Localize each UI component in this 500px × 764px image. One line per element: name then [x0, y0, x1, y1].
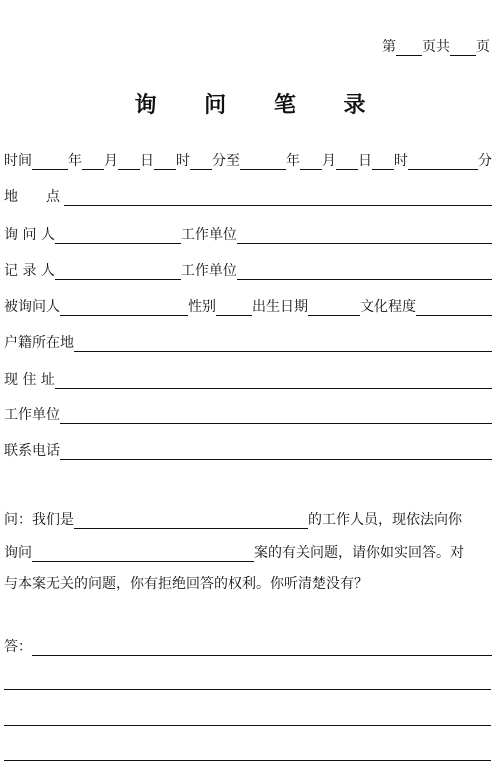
minute-field[interactable]: [190, 154, 212, 170]
work-unit-row: [4, 406, 492, 424]
question-prefix: 问：我们是: [4, 512, 74, 528]
page-mid: 页共: [422, 39, 450, 55]
month-field[interactable]: [82, 154, 104, 170]
minute2-field[interactable]: [408, 154, 478, 170]
address-field[interactable]: [55, 373, 492, 389]
answer-line-1[interactable]: [32, 640, 492, 656]
page-number: [382, 36, 490, 56]
hour2-field[interactable]: [372, 154, 394, 170]
interviewer-field[interactable]: [55, 228, 181, 244]
address-row: [4, 371, 492, 389]
education-label: 文化程度: [360, 299, 416, 315]
household-row: [4, 334, 492, 352]
time-label: 时间: [4, 153, 32, 169]
page-suffix: 页: [476, 39, 490, 55]
recorder-field[interactable]: [55, 264, 181, 280]
day2-label: 日: [358, 153, 372, 169]
hour-field[interactable]: [154, 154, 176, 170]
answer-line-2[interactable]: [4, 689, 491, 690]
recorder-work-unit-label: 工作单位: [180, 263, 237, 279]
month-label: 月: [104, 153, 118, 169]
day-label: 日: [140, 153, 154, 169]
work-unit-label: 工作单位: [4, 407, 60, 423]
answer-line-3[interactable]: [4, 725, 491, 726]
work-unit-field[interactable]: [60, 408, 492, 424]
minute2-label: 分: [478, 153, 492, 169]
case-name-field[interactable]: [32, 546, 254, 562]
interviewer-row: [4, 226, 492, 244]
interviewer-work-unit-field[interactable]: [237, 228, 492, 244]
location-field[interactable]: [64, 190, 492, 206]
year-field[interactable]: [32, 154, 68, 170]
phone-row: [4, 442, 492, 460]
month2-field[interactable]: [300, 154, 322, 170]
answer-row: [4, 638, 492, 656]
recorder-label: 记 录 人: [4, 263, 55, 279]
page-total-field[interactable]: [450, 40, 476, 56]
phone-label: 联系电话: [4, 443, 60, 459]
education-field[interactable]: [416, 300, 492, 316]
household-field[interactable]: [74, 336, 492, 352]
question-case-text: 案的有关问题，请你如实回答。对: [254, 545, 464, 561]
recorder-row: [4, 262, 492, 280]
phone-field[interactable]: [60, 444, 492, 460]
question-line-1: [4, 511, 492, 529]
question-line-3: [4, 575, 492, 593]
interviewee-row: [4, 298, 492, 316]
time-row: [4, 152, 492, 170]
minute-to-label: 分至: [212, 153, 240, 169]
gender-label: 性别: [188, 299, 216, 315]
interviewer-label: 询 问 人: [4, 227, 55, 243]
address-label: 现 住 址: [4, 372, 55, 388]
page-title: 询 问 笔 录: [134, 93, 386, 118]
hour-label: 时: [176, 153, 190, 169]
recorder-work-unit-field[interactable]: [237, 264, 492, 280]
hour2-label: 时: [394, 153, 408, 169]
question-ask: 询问: [4, 545, 32, 561]
year2-field[interactable]: [240, 154, 286, 170]
page-current-field[interactable]: [396, 40, 422, 56]
interviewee-label: 被询问人: [4, 299, 60, 315]
question-line-2: [4, 544, 492, 562]
answer-label: 答：: [4, 639, 32, 655]
question-after-org: 的工作人员，现依法向你: [308, 512, 462, 528]
year2-label: 年: [286, 153, 300, 169]
location-row: [4, 188, 492, 206]
answer-line-4[interactable]: [4, 760, 491, 761]
organization-field[interactable]: [74, 513, 308, 529]
month2-label: 月: [322, 153, 336, 169]
page-prefix: 第: [382, 39, 396, 55]
day2-field[interactable]: [336, 154, 358, 170]
year-label: 年: [68, 153, 82, 169]
question-line3-text: 与本案无关的问题，你有拒绝回答的权利。你听清楚没有？: [4, 576, 368, 592]
birth-label: 出生日期: [252, 299, 308, 315]
interviewee-field[interactable]: [60, 300, 188, 316]
household-label: 户籍所在地: [4, 335, 74, 351]
birth-field[interactable]: [308, 300, 360, 316]
location-label: 地 点: [4, 189, 60, 205]
interviewer-work-unit-label: 工作单位: [180, 227, 237, 243]
day-field[interactable]: [118, 154, 140, 170]
gender-field[interactable]: [216, 300, 252, 316]
